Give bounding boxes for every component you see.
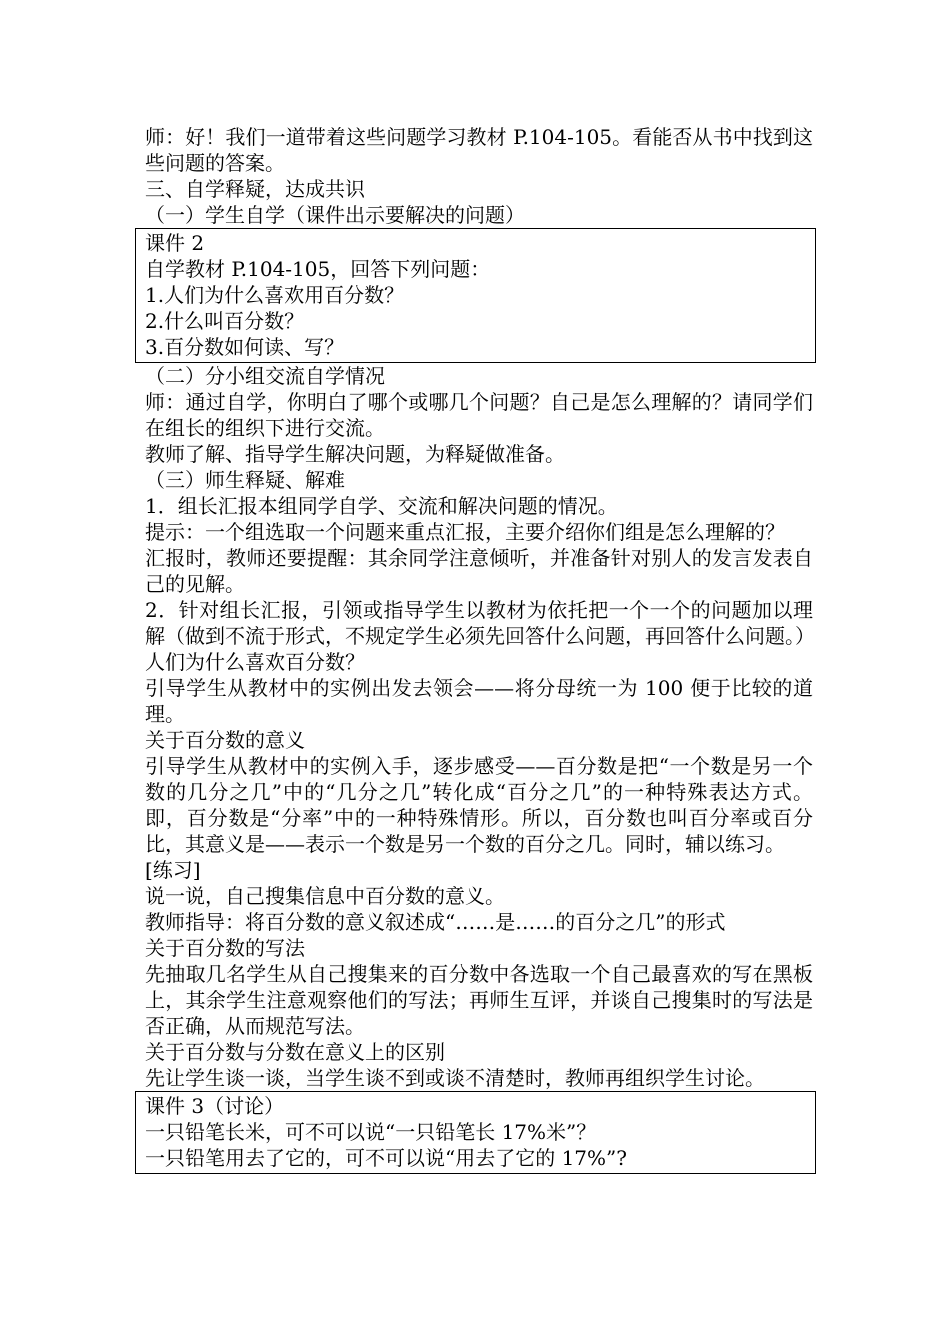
paragraph: 人们为什么喜欢百分数？ <box>145 650 365 674</box>
box-title: 课件 3（讨论） <box>145 1094 285 1118</box>
paragraph: 汇报时，教师还要提醒：其余同学注意倾听，并准备针对别人的发言发表自己的见解。 <box>145 546 813 596</box>
courseware-box-3 <box>135 1091 816 1174</box>
section-heading: 三、自学释疑，达成共识 <box>145 177 365 201</box>
subsection-heading: （一）学生自学（课件出示要解决的问题） <box>145 203 525 227</box>
paragraph: 2．针对组长汇报，引领或指导学生以教材为依托把一个一个的问题加以理解（做到不流于形式，不规定学生必须先回答什么问题，再回答什么问题。） <box>145 598 815 648</box>
box-line: 自学教材 P.104-105，回答下列问题： <box>145 257 491 281</box>
paragraph: 提示：一个组选取一个问题来重点汇报，主要介绍你们组是怎么理解的？ <box>145 520 785 544</box>
paragraph: 关于百分数与分数在意义上的区别 <box>145 1040 445 1064</box>
box-line: 3.百分数如何读、写？ <box>145 335 345 359</box>
paragraph: 教师指导：将百分数的意义叙述成“……是……的百分之几”的形式 <box>145 910 726 934</box>
paragraph: 师：通过自学，你明白了哪个或哪几个问题？自己是怎么理解的？请同学们在组长的组织下进行交流。 <box>145 390 813 440</box>
subsection-heading: （二）分小组交流自学情况 <box>145 364 385 388</box>
paragraph: 引导学生从教材中的实例出发去领会——将分母统一为 100 便于比较的道理。 <box>145 676 813 726</box>
paragraph: 教师了解、指导学生解决问题，为释疑做准备。 <box>145 442 565 466</box>
box-title: 课件 2 <box>145 231 205 255</box>
box-line: 一只铅笔长米，可不可以说“一只铅笔长 17%米”？ <box>145 1120 597 1144</box>
subsection-heading: （三）师生释疑、解难 <box>145 468 345 492</box>
paragraph: 关于百分数的意义 <box>145 728 305 752</box>
paragraph: [练习] <box>145 858 201 882</box>
paragraph: 1．组长汇报本组同学自学、交流和解决问题的情况。 <box>145 494 618 518</box>
paragraph: 说一说，自己搜集信息中百分数的意义。 <box>145 884 505 908</box>
box-line: 1.人们为什么喜欢用百分数？ <box>145 283 405 307</box>
paragraph: 关于百分数的写法 <box>145 936 305 960</box>
document-page <box>145 124 813 1174</box>
paragraph: 师：好！我们一道带着这些问题学习教材 P.104-105。看能否从书中找到这些问题的答案。 <box>145 125 813 175</box>
paragraph: 先抽取几名学生从自己搜集来的百分数中各选取一个自己最喜欢的写在黑板上，其余学生注意观察他们的写法；再师生互评，并谈自己搜集时的写法是否正确，从而规范写法。 <box>145 962 813 1038</box>
courseware-box-2 <box>135 228 816 363</box>
box-line: 2.什么叫百分数？ <box>145 309 305 333</box>
paragraph: 先让学生谈一谈，当学生谈不到或谈不清楚时，教师再组织学生讨论。 <box>145 1066 765 1090</box>
paragraph: 引导学生从教材中的实例入手，逐步感受——百分数是把“一个数是另一个数的几分之几”中的“几分之几”转化成“百分之几”的一种特殊表达方式。即，百分数是“分率”中的一种特殊情形。所以，百分数也叫百分率或百分比，其意义是——表示一个数是另一个数的百分之几。同时，辅以练习。 <box>145 754 813 856</box>
box-line: 一只铅笔用去了它的，可不可以说“用去了它的 17%”? <box>145 1146 627 1170</box>
